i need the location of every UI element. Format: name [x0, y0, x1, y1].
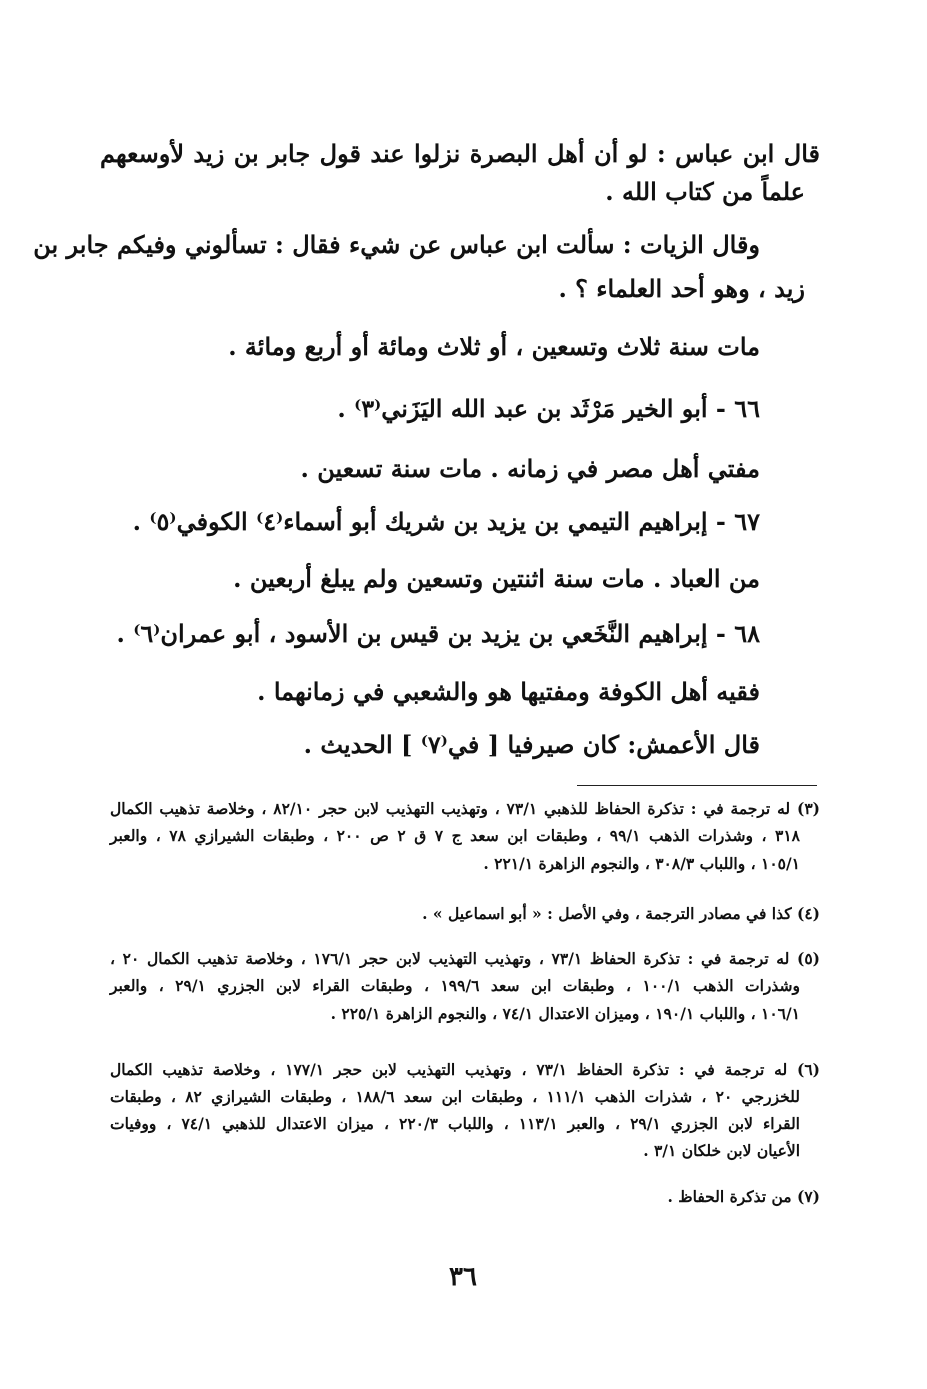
entry-body: فقيه أهل الكوفة ومفتيها هو والشعبي في زمانهما .: [257, 677, 760, 706]
footnote-line: (٦) له ترجمة في : تذكرة الحفاظ ٧٣/١ ، وتهذيب التهذيب لابن حجر ١٧٧/١ ، وخلاصة تذهيب الكمال: [110, 1060, 821, 1079]
footnote-line: القراء لابن الجزري ٢٩/١ ، والعبر ١١٣/١ ، واللباب ٢٢٠/٣ ، ميزان الاعتدال للذهبي ٧٤/١ ، ووفيات: [110, 1114, 800, 1133]
footnote-line: ٣١٨ ، وشذرات الذهب ٩٩/١ ، وطبقات ابن سعد ج ٧ ق ٢ ص ٢٠٠ ، وطبقات الشيرازي ٧٨ ، والعبر: [110, 826, 801, 845]
main-line: مات سنة ثلاث وتسعين ، أو ثلاث ومائة أو أربع ومائة .: [228, 332, 760, 361]
footnote-line: ١٠٦/١ ، واللباب ١٩٠/١ ، وميزان الاعتدال ٧٤/١ ، والنجوم الزاهرة ٢٢٥/١ .: [330, 1004, 800, 1023]
page-number: ٣٦: [449, 1262, 477, 1292]
main-line: علماً من كتاب الله .: [605, 177, 805, 206]
footnote-line: (٧) من تذكرة الحفاظ .: [667, 1187, 820, 1206]
entry-title: ٦٦ - أبو الخير مَرْثَد بن عبد الله اليَزَني⁽٣⁾ .: [337, 394, 760, 423]
main-line: زيد ، وهو أحد العلماء ؟ .: [558, 274, 805, 303]
footnote-line: الأعيان لابن خلكان ٣/١ .: [643, 1141, 800, 1160]
main-line: وقال الزيات : سألت ابن عباس عن شيء فقال : تسألوني وفيكم جابر بن: [33, 230, 760, 259]
main-line: قال ابن عباس : لو أن أهل البصرة نزلوا عند قول جابر بن زيد لأوسعهم: [100, 139, 821, 168]
footnote-line: للخزرجي ٢٠ ، شذرات الذهب ١١١/١ ، وطبقات ابن سعد ١٨٨/٦ ، وطبقات الشيرازي ٨٢ ، وطبقات: [110, 1087, 800, 1106]
footnote-separator: [577, 785, 817, 786]
footnote-line: (٥) له ترجمة في : تذكرة الحفاظ ٧٣/١ ، وتهذيب التهذيب لابن حجر ١٧٦/١ ، وخلاصة تذهيب الكمال ٢٠ ،: [110, 949, 820, 968]
footnote-line: وشذرات الذهب ١٠٠/١ ، وطبقات ابن سعد ١٩٩/٦ ، وطبقات القراء لابن الجزري ٢٩/١ ، والعبر: [110, 976, 800, 995]
footnote-line: (٤) كذا في مصادر الترجمة ، وفي الأصل : « أبو اسماعيل » .: [422, 904, 820, 923]
entry-title: ٦٨ - إبراهيم النَّخَعي بن يزيد بن قيس بن الأسود ، أبو عمران⁽٦⁾ .: [116, 619, 760, 648]
footnote-line: (٣) له ترجمة في : تذكرة الحفاظ للذهبي ٧٣/١ ، وتهذيب التهذيب لابن حجر ٨٢/١٠ ، وخلاصة تذهيب الكمال: [110, 799, 820, 818]
entry-body: مفتي أهل مصر في زمانه . مات سنة تسعين .: [300, 454, 760, 483]
entry-body: من العباد . مات سنة اثنتين وتسعين ولم يبلغ أربعين .: [233, 564, 760, 593]
entry-quote: قال الأعمش: كان صيرفيا [ في⁽٧⁾ ] الحديث .: [303, 730, 760, 759]
entry-title: ٦٧ - إبراهيم التيمي بن يزيد بن شريك أبو أسماء⁽٤⁾ الكوفي⁽٥⁾ .: [132, 507, 760, 536]
footnote-line: ١٠٥/١ ، واللباب ٣٠٨/٣ ، والنجوم الزاهرة ٢٢١/١ .: [483, 854, 800, 873]
